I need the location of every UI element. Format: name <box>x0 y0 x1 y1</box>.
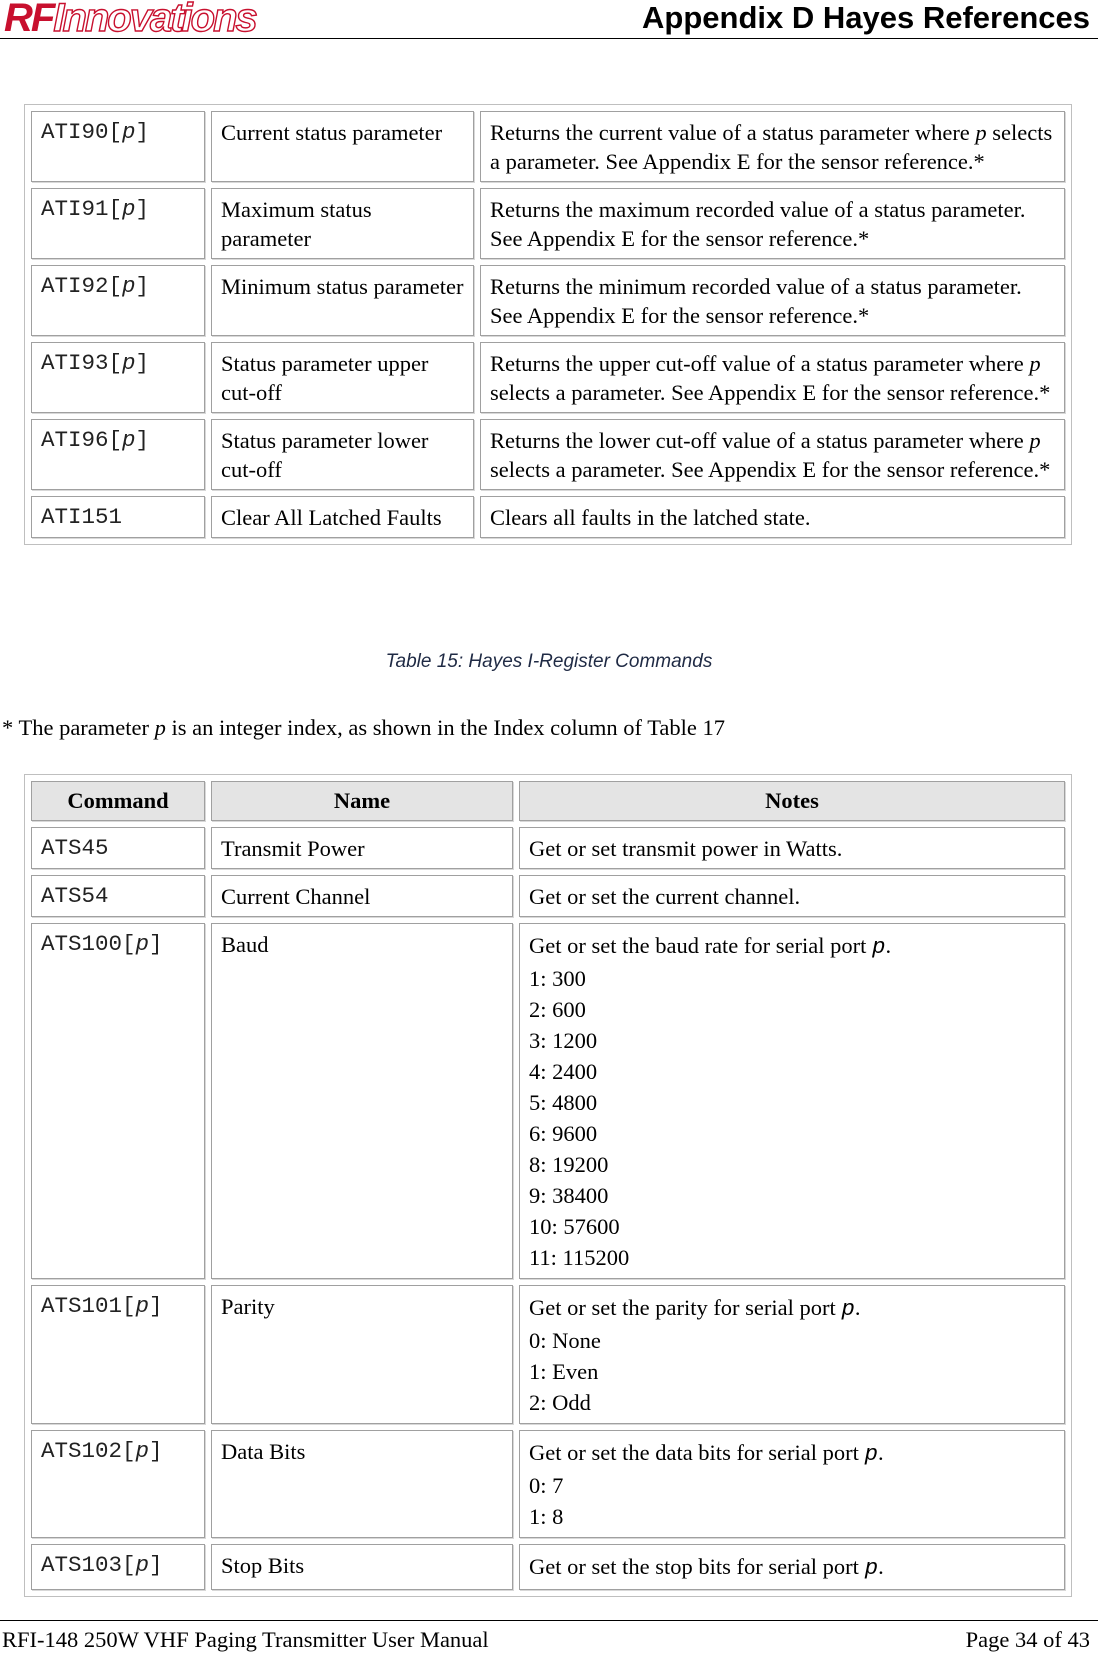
notes-cell: Get or set the baud rate for serial port p. 1: 300 2: 600 3: 1200 4: 2400 5: 4800 6: 9600 8: 19200 9: 38400 10: 57600 11: 115200 <box>519 923 1065 1279</box>
name-cell: Transmit Power <box>211 827 513 869</box>
name-cell: Current status parameter <box>211 111 474 182</box>
option-line: 9: 38400 <box>529 1183 609 1208</box>
name-cell: Maximum status parameter <box>211 188 474 259</box>
description-cell: Returns the minimum recorded value of a status parameter. See Appendix E for the sensor reference.* <box>480 265 1065 336</box>
command-cell: ATI90[p] <box>31 111 205 182</box>
option-line: 6: 9600 <box>529 1121 598 1146</box>
notes-cell: Get or set the parity for serial port p. 0: None 1: Even 2: Odd <box>519 1285 1065 1424</box>
logo-rf: RF <box>4 0 54 40</box>
option-line: 1: 300 <box>529 966 586 991</box>
logo-innovations: Innovations <box>53 0 256 40</box>
command-cell: ATI151 <box>31 496 205 538</box>
command-cell: ATS100[p] <box>31 923 205 1279</box>
description-cell: Returns the lower cut-off value of a status parameter where p selects a parameter. See Appendix E for the sensor reference.* <box>480 419 1065 490</box>
option-line: 1: Even <box>529 1359 599 1384</box>
table-header-row <box>31 781 1065 821</box>
option-line: 0: None <box>529 1328 601 1353</box>
table-row <box>31 923 1065 1279</box>
name-cell: Current Channel <box>211 875 513 917</box>
table-row <box>31 1430 1065 1538</box>
option-line: 0: 7 <box>529 1473 564 1498</box>
table-row <box>31 1285 1065 1424</box>
i-register-table <box>24 104 1072 545</box>
table-row <box>31 265 1065 336</box>
option-line: 1: 8 <box>529 1504 564 1529</box>
table-row <box>31 111 1065 182</box>
command-cell: ATS102[p] <box>31 1430 205 1538</box>
command-cell: ATS45 <box>31 827 205 869</box>
notes-cell: Get or set the current channel. <box>519 875 1065 917</box>
command-cell: ATS101[p] <box>31 1285 205 1424</box>
notes-cell: Get or set the data bits for serial port p. 0: 7 1: 8 <box>519 1430 1065 1538</box>
name-cell: Status parameter upper cut-off <box>211 342 474 413</box>
page-header <box>0 0 1098 39</box>
name-cell: Parity <box>211 1285 513 1424</box>
option-line: 8: 19200 <box>529 1152 609 1177</box>
table-row <box>31 419 1065 490</box>
name-cell: Data Bits <box>211 1430 513 1538</box>
table-row <box>31 827 1065 869</box>
name-cell: Status parameter lower cut-off <box>211 419 474 490</box>
name-cell: Baud <box>211 923 513 1279</box>
table-row <box>31 875 1065 917</box>
header-title: Appendix D Hayes References <box>642 0 1090 35</box>
description-cell: Returns the maximum recorded value of a status parameter. See Appendix E for the sensor reference.* <box>480 188 1065 259</box>
option-line: 11: 115200 <box>529 1245 630 1270</box>
table-row <box>31 496 1065 538</box>
page-number: Page 34 of 43 <box>965 1627 1090 1652</box>
command-cell: ATS54 <box>31 875 205 917</box>
option-line: 2: Odd <box>529 1390 591 1415</box>
command-cell: ATI96[p] <box>31 419 205 490</box>
table-caption: Table 15: Hayes I-Register Commands <box>385 651 713 672</box>
command-cell: ATI91[p] <box>31 188 205 259</box>
name-cell: Clear All Latched Faults <box>211 496 474 538</box>
footnote: * The parameter p is an integer index, as shown in the Index column of Table 17 <box>2 715 726 740</box>
option-line: 5: 4800 <box>529 1090 598 1115</box>
s-register-table <box>24 774 1072 1597</box>
manual-title: RFI-148 250W VHF Paging Transmitter User Manual <box>2 1627 489 1652</box>
name-cell: Stop Bits <box>211 1544 513 1590</box>
description-cell: Clears all faults in the latched state. <box>480 496 1065 538</box>
notes-cell: Get or set transmit power in Watts. <box>519 827 1065 869</box>
column-header-command: Command <box>31 781 205 821</box>
command-cell: ATI92[p] <box>31 265 205 336</box>
table-row <box>31 188 1065 259</box>
option-line: 2: 600 <box>529 997 586 1022</box>
option-line: 3: 1200 <box>529 1028 598 1053</box>
table-row <box>31 1544 1065 1590</box>
name-cell: Minimum status parameter <box>211 265 474 336</box>
description-cell: Returns the current value of a status parameter where p selects a parameter. See Appendix E for the sensor reference.* <box>480 111 1065 182</box>
table-row <box>31 342 1065 413</box>
option-line: 4: 2400 <box>529 1059 598 1084</box>
description-cell: Returns the upper cut-off value of a status parameter where p selects a parameter. See Appendix E for the sensor reference.* <box>480 342 1065 413</box>
command-cell: ATS103[p] <box>31 1544 205 1590</box>
company-logo <box>4 0 256 38</box>
column-header-notes: Notes <box>519 781 1065 821</box>
command-cell: ATI93[p] <box>31 342 205 413</box>
notes-cell: Get or set the stop bits for serial port p. <box>519 1544 1065 1590</box>
page-footer <box>0 1620 1098 1655</box>
option-line: 10: 57600 <box>529 1214 620 1239</box>
column-header-name: Name <box>211 781 513 821</box>
